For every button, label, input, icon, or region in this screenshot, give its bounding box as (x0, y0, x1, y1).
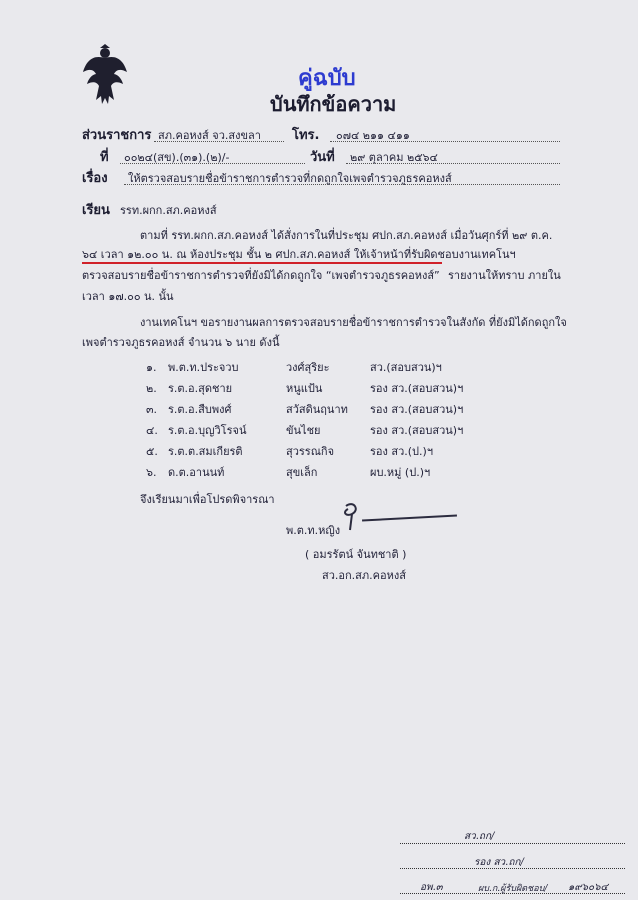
memo-title: บันทึกข้อความ (270, 92, 397, 116)
officer-no: ๑. (146, 361, 157, 374)
officer-name: ร.ต.อ.บุญวิโรจน์ (168, 424, 247, 437)
stamp-line3-mid: ผบ.ก.ผู้รับผิดชอบ/ (478, 884, 548, 894)
date-value: ๒๙ ตุลาคม ๒๕๖๔ (350, 151, 438, 164)
ref-value: ๐๐๒๔(สข).(๓๑).(๒)/- (124, 151, 230, 164)
stamp-line3-right: ๑๙๖๐๖๔ (568, 882, 609, 893)
officer-position: รอง สว.(สอบสวน)ฯ (370, 424, 464, 437)
officer-surname: วงศ์สุริยะ (286, 361, 330, 374)
subject-value: ให้ตรวจสอบรายชื่อข้าราชการตำรวจที่กดถูกใจเพจตำรวจภูธรคอหงส์ (128, 172, 452, 185)
copy-label: คู่ฉบับ (298, 66, 356, 91)
officer-name: พ.ต.ท.ประจวบ (168, 361, 239, 374)
subject-label: เรื่อง (82, 171, 108, 186)
ref-label: ที่ (100, 150, 109, 165)
signer-rank: พ.ต.ท.หญิง (286, 524, 341, 537)
phone-label: โทร. (292, 128, 320, 143)
officer-position: รอง สว.(สอบสวน)ฯ (370, 382, 464, 395)
officer-name: ร.ต.อ.สุดชาย (168, 382, 233, 395)
officer-no: ๔. (146, 424, 158, 437)
officer-surname: สุวรรณกิจ (286, 445, 335, 458)
officer-position: รอง สว.(สอบสวน)ฯ (370, 403, 464, 416)
garuda-emblem-icon (82, 44, 128, 106)
stamp-line2: รอง สว.ถก/ (474, 857, 524, 868)
officer-no: ๒. (146, 382, 157, 395)
date-label: วันที่ (310, 150, 335, 165)
body-p1-line1: ตามที่ รรท.ผกก.สภ.คอหงส์ ได้สั่งการในที่ประชุม ศปก.สภ.คอหงส์ เมื่อวันศุกร์ที่ ๒๙ ต.ค. (140, 229, 553, 242)
stamp-line3-left: อพ.๓ (420, 882, 443, 893)
body-p1-line4: เวลา ๑๗.๐๐ น. นั้น (82, 290, 174, 303)
dotted-rule (120, 163, 305, 164)
signature-mark-icon (336, 500, 366, 534)
body-p1-line3-rest: รายงานให้ทราบ ภายใน (448, 269, 561, 282)
closing-text: จึงเรียนมาเพื่อโปรดพิจารณา (140, 493, 275, 506)
dotted-rule (400, 843, 625, 844)
body-p1-line3-highlight: ตรวจสอบรายชื่อข้าราชการตำรวจที่ยังมิได้กดถูกใจ “เพจตำรวจภูธรคอหงส์” (82, 269, 440, 282)
officer-no: ๖. (146, 466, 157, 479)
officer-position: สว.(สอบสวน)ฯ (370, 361, 442, 374)
officer-name: ร.ต.อ.สืบพงศ์ (168, 403, 232, 416)
body-p1-line2: ๖๔ เวลา ๑๒.๐๐ น. ณ ห้องประชุม ชั้น ๒ ศปก.สภ.คอหงส์ ให้เจ้าหน้าที่รับผิดชอบงานเทคโนฯ (82, 248, 516, 261)
officer-no: ๓. (146, 403, 158, 416)
officer-surname: หนูแป้น (286, 382, 323, 395)
department-value: สภ.คอหงส์ จว.สงขลา (158, 129, 261, 142)
signer-name: ( อมรรัตน์ จันทชาติ ) (305, 548, 407, 561)
officer-no: ๕. (146, 445, 158, 458)
dotted-rule (154, 141, 284, 142)
officer-position: รอง สว.(ป.)ฯ (370, 445, 434, 458)
body-p2-line1: งานเทคโนฯ ขอรายงานผลการตรวจสอบรายชื่อข้าราชการตำรวจในสังกัด ที่ยังมิได้กดถูกใจ (140, 316, 567, 329)
phone-value: ๐๗๔ ๒๑๑ ๔๑๑ (336, 129, 410, 142)
to-value: รรท.ผกก.สภ.คอหงส์ (120, 204, 217, 217)
dotted-rule (330, 141, 560, 142)
to-label: เรียน (82, 203, 110, 218)
body-p2-line2: เพจตำรวจภูธรคอหงส์ จำนวน ๖ นาย ดังนี้ (82, 336, 280, 349)
department-label: ส่วนราชการ (82, 128, 152, 143)
officer-name: ด.ต.อานนท์ (168, 466, 225, 479)
officer-surname: สวัสดินฤนาท (286, 403, 348, 416)
stamp-line1: สว.ถก/ (464, 831, 495, 842)
officer-surname: ขันไชย (286, 424, 321, 437)
officer-surname: สุขเล็ก (286, 466, 318, 479)
officer-position: ผบ.หมู่ (ป.)ฯ (370, 466, 431, 479)
officer-name: ร.ต.ต.สมเกียรติ (168, 445, 243, 458)
red-underline-mark (82, 262, 442, 264)
dotted-rule (346, 163, 560, 164)
signer-position: สว.อก.สภ.คอหงส์ (322, 569, 406, 582)
signature-line (362, 515, 457, 522)
dotted-rule (124, 184, 560, 185)
